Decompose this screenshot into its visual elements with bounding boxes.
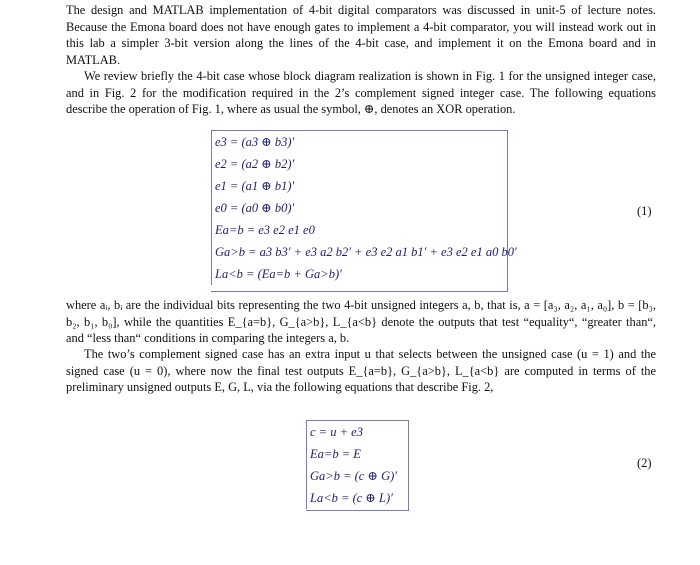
- paragraph-twos-complement-text: The two’s complement signed case has an extra input u that selects between the unsigned case (u = 1) and the signed case (u = 0), where now the final test outputs E_{a=b}, G_{a>b}, L_{a<b} are computed in terms of the preliminary unsigned outputs E, G, L, via the following equations that describe Fig. 2,: [66, 347, 656, 395]
- equation-1-line: Ga>b = a3 b3′ + e3 a2 b2′ + e3 e2 a1 b1′ + e3 e2 e1 a0 b0′: [211, 241, 507, 263]
- equation-2-line: c = u + e3: [306, 421, 408, 443]
- paragraph-intro-text: The design and MATLAB implementation of 4-bit digital comparators was discussed in unit-5 of lecture notes. Because the Emona board does not have enough gates to implement a 4-bit comparator, you will instead work out in this lab a simpler 3-bit version along the lines of the 4-bit case, and implement it on the Emona board and in MATLAB.: [66, 3, 656, 67]
- paragraph-review: [66, 68, 656, 118]
- equation-1-line: e3 = (a3 ⊕ b3)′: [211, 131, 507, 153]
- equation-2-line: Ea=b = E: [306, 443, 408, 465]
- equation-1-line: e0 = (a0 ⊕ b0)′: [211, 197, 507, 219]
- equation-1-box: [211, 130, 517, 292]
- equation-2-box: [306, 420, 409, 511]
- equation-2-number: (2): [637, 456, 652, 470]
- paragraph-twos-complement: [66, 346, 656, 396]
- equation-2-line: La<b = (c ⊕ L)′: [306, 487, 408, 509]
- equation-1-line: La<b = (Ea=b + Ga>b)′: [211, 263, 507, 285]
- equation-1-line: Ea=b = e3 e2 e1 e0: [211, 219, 507, 241]
- paragraph-where: [66, 297, 656, 347]
- paragraph-where-text: where aᵢ, bᵢ are the individual bits representing the two 4-bit unsigned integers a, b, that is, a = [a₃, a₂, a₁, a₀], b = [b₃, b₂, b₁, b₀], while the quantities E_{a=b}, G_{a>b}, L_{a<b} denote the outputs that test “equality“, “greater than“, and “less than“ conditions in comparing the integers a, b.: [66, 298, 656, 346]
- equation-1-line: e2 = (a2 ⊕ b2)′: [211, 153, 507, 175]
- equation-2-line: Ga>b = (c ⊕ G)′: [306, 465, 408, 487]
- paragraph-intro: [66, 2, 656, 68]
- equation-1-line: e1 = (a1 ⊕ b1)′: [211, 175, 507, 197]
- paragraph-review-text: We review briefly the 4-bit case whose block diagram realization is shown in Fig. 1 for the unsigned integer case, and in Fig. 2 for the modification required in the 2’s complement signed integer case. The following equations describe the operation of Fig. 1, where as usual the symbol, ⊕, denotes an XOR operation.: [66, 69, 656, 117]
- equation-1-number: (1): [637, 204, 652, 218]
